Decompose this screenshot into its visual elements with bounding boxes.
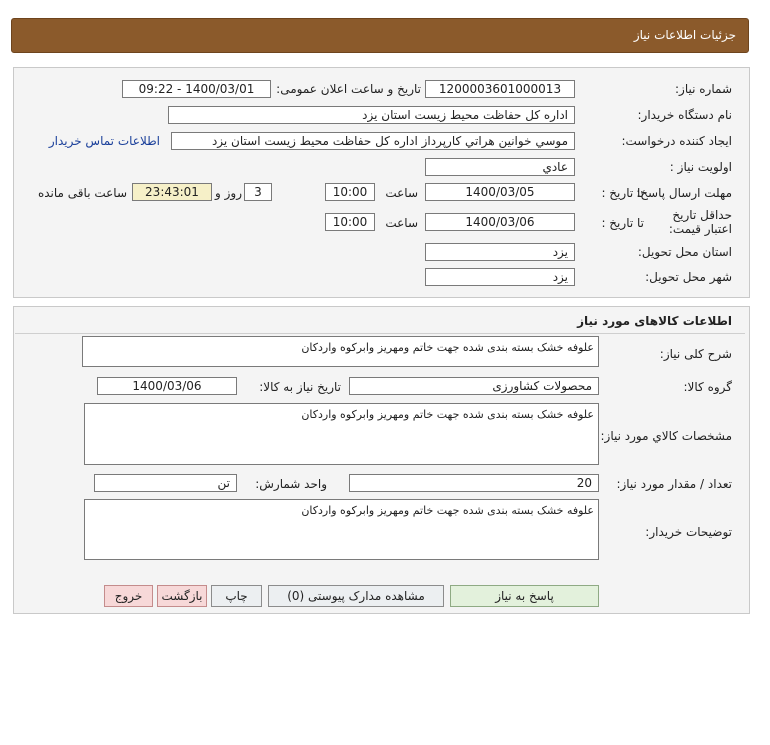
min-price-validity-text: حداقل تاریخ اعتبار قیمت:	[668, 208, 732, 236]
goods-group-label: گروه کالا:	[683, 380, 732, 394]
unit-field: تن	[94, 474, 237, 492]
remaining-time-field: 23:43:01	[132, 183, 212, 201]
need-date-label: تاریخ نیاز به کالا:	[259, 380, 341, 394]
section-divider	[15, 333, 745, 334]
priority-label: اولویت نیاز :	[669, 160, 732, 174]
validity-time-field: 10:00	[325, 213, 375, 231]
announce-datetime-field: 1400/03/01 - 09:22	[122, 80, 271, 98]
deadline-until-date-label: تا تاریخ :	[601, 186, 644, 200]
print-button[interactable]: چاپ	[211, 585, 262, 607]
page-header	[11, 18, 749, 53]
validity-until-date-label: تا تاریخ :	[601, 216, 644, 230]
delivery-city-label: شهر محل تحویل:	[645, 270, 732, 284]
days-label: روز و	[215, 186, 242, 200]
announce-datetime-label: تاریخ و ساعت اعلان عمومی:	[276, 82, 421, 96]
validity-date-field: 1400/03/06	[425, 213, 575, 231]
deadline-time-label: ساعت	[385, 186, 418, 200]
goods-specs-label: مشخصات کالاي مورد نیاز:	[600, 429, 732, 443]
deadline-date-field: 1400/03/05	[425, 183, 575, 201]
delivery-province-field: یزد	[425, 243, 575, 261]
back-button[interactable]: بازگشت	[157, 585, 207, 607]
validity-time-label: ساعت	[385, 216, 418, 230]
general-description-label: شرح کلی نیاز:	[659, 347, 732, 361]
delivery-province-label: استان محل تحویل:	[637, 245, 732, 259]
need-date-field: 1400/03/06	[97, 377, 237, 395]
response-deadline-label: مهلت ارسال پاسخ:	[636, 186, 732, 200]
buyer-notes-field: علوفه خشک بسته بندی شده جهت خاتم ومهریز وابرکوه واردکان	[84, 499, 599, 560]
quantity-field: 20	[349, 474, 599, 492]
delivery-city-field: یزد	[425, 268, 575, 286]
request-creator-field: موسي خوانين هراتي کارپرداز اداره کل حفاظت محیط زیست استان یزد	[171, 132, 575, 150]
need-number-label: شماره نیاز:	[675, 82, 732, 96]
view-attachments-button[interactable]: مشاهده مدارک پیوستی (0)	[268, 585, 444, 607]
goods-section-title: اطلاعات کالاهای مورد نیاز	[577, 314, 732, 328]
goods-specs-field: علوفه خشک بسته بندی شده جهت خاتم ومهریز وابرکوه واردکان	[84, 403, 599, 465]
priority-field: عادي	[425, 158, 575, 176]
buyer-org-field: اداره کل حفاظت محیط زیست استان یزد	[168, 106, 575, 124]
page-title: جزئیات اطلاعات نیاز	[633, 28, 736, 42]
general-description-field: علوفه خشک بسته بندی شده جهت خاتم ومهریز وابرکوه واردکان	[82, 336, 599, 367]
reply-to-need-button[interactable]: پاسخ به نیاز	[450, 585, 599, 607]
exit-button[interactable]: خروج	[104, 585, 153, 607]
need-number-field: 1200003601000013	[425, 80, 575, 98]
min-price-validity-label	[657, 208, 732, 236]
deadline-time-field: 10:00	[325, 183, 375, 201]
request-creator-label: ایجاد کننده درخواست:	[621, 134, 732, 148]
remaining-time-label: ساعت باقی مانده	[37, 186, 127, 200]
unit-label: واحد شمارش:	[255, 477, 327, 491]
remaining-days-field: 3	[244, 183, 272, 201]
buyer-notes-label: توضیحات خریدار:	[645, 525, 732, 539]
need-info-panel	[13, 67, 750, 298]
quantity-label: تعداد / مقدار مورد نیاز:	[616, 477, 732, 491]
goods-group-field: محصولات کشاورزی	[349, 377, 599, 395]
buyer-contact-link[interactable]: اطلاعات تماس خریدار	[48, 134, 160, 148]
buyer-org-label: نام دستگاه خریدار:	[637, 108, 732, 122]
